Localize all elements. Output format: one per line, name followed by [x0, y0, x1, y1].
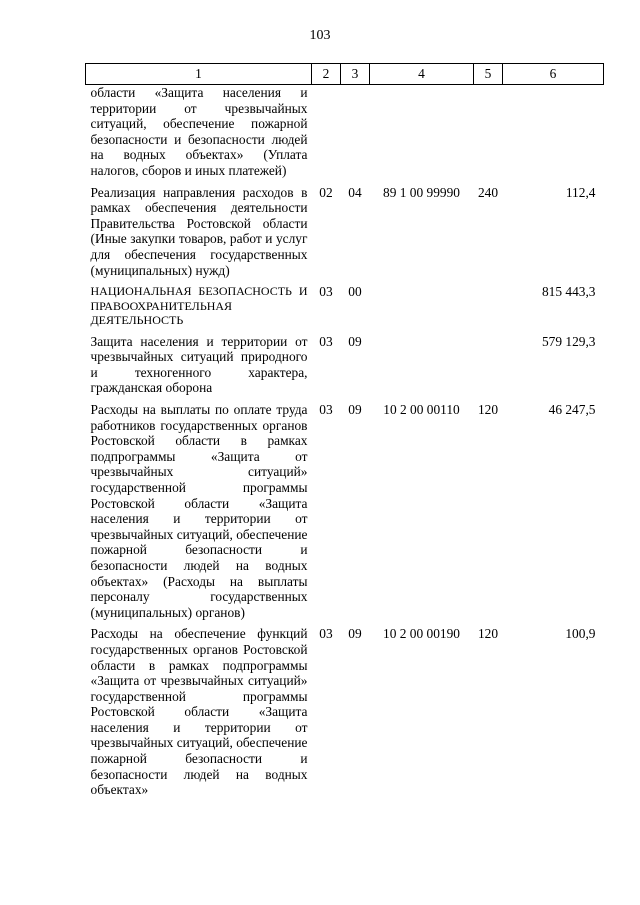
- column-header-2: 2: [312, 64, 341, 85]
- row-section-code: 03: [319, 284, 333, 300]
- row-target-article: [370, 334, 474, 402]
- row-subsection-code: 09: [348, 333, 362, 349]
- row-section-code: 03: [319, 626, 333, 642]
- row-expense-type: 120: [477, 402, 499, 417]
- column-header-3: 3: [341, 64, 370, 85]
- row-subsection-code: [341, 85, 370, 185]
- row-subsection-code: 09: [348, 626, 362, 642]
- row-target-article: 10 2 00 00190: [383, 626, 460, 642]
- row-target-article: 89 1 00 99990: [383, 184, 460, 200]
- budget-table: [85, 63, 604, 804]
- row-section-code: 03: [319, 402, 333, 417]
- table-row: [86, 626, 604, 804]
- table-row: [86, 284, 604, 334]
- row-subsection-code: 04: [348, 184, 362, 200]
- row-amount: 100,9: [565, 626, 596, 642]
- column-header-5: 5: [474, 64, 503, 85]
- row-section-code: 02: [319, 184, 333, 200]
- row-expense-type: [474, 284, 503, 334]
- page-number: 103: [309, 28, 331, 43]
- table-row: [86, 402, 604, 626]
- row-subsection-code: 09: [348, 402, 362, 417]
- row-section-code: [312, 85, 341, 185]
- row-target-article: 10 2 00 00110: [383, 402, 460, 417]
- row-amount: 46 247,5: [548, 402, 596, 417]
- row-amount: [503, 85, 604, 185]
- row-description: Защита населения и территории от чрезвычайных ситуаций природного и техногенного характера, гражданская оборона: [90, 333, 308, 396]
- row-description: НАЦИОНАЛЬНАЯ БЕЗОПАСНОСТЬ И ПРАВООХРАНИТЕЛЬНАЯ ДЕЯТЕЛЬНОСТЬ: [90, 284, 308, 328]
- row-description: Расходы на обеспечение функций государственных органов Ростовской области в рамках подпрограммы «Защита от чрезвычайных ситуаций» государственной программы Ростовской области «Защита населения и территории от чрезвычайных ситуаций, обеспечение пожарной безопасности и безопасности людей на водных объектах»: [90, 626, 308, 798]
- table-row: [86, 85, 604, 185]
- row-amount: 112,4: [565, 184, 596, 200]
- row-target-article: [370, 284, 474, 334]
- table-header-row: [86, 64, 604, 85]
- row-expense-type: 120: [477, 626, 499, 642]
- row-section-code: 03: [319, 333, 333, 349]
- row-amount: 815 443,3: [541, 284, 596, 300]
- row-subsection-code: 00: [348, 284, 362, 300]
- table-row: [86, 185, 604, 285]
- column-header-4: 4: [370, 64, 474, 85]
- table-row: [86, 334, 604, 402]
- row-expense-type: [474, 85, 503, 185]
- row-expense-type: [474, 334, 503, 402]
- column-header-6: 6: [503, 64, 604, 85]
- row-expense-type: 240: [477, 184, 499, 200]
- row-description: Расходы на выплаты по оплате труда работников государственных органов Ростовской области в рамках подпрограммы «Защита от чрезвычайных ситуаций» государственной программы Ростовской области «Защита населения и территории от чрезвычайных ситуаций, обеспечение пожарной безопасности и безопасности людей на водных объектах» (Расходы на выплаты персоналу государственных (муниципальных) органов): [90, 402, 308, 620]
- row-target-article: [370, 85, 474, 185]
- column-header-1: 1: [86, 64, 312, 85]
- row-description: Реализация направления расходов в рамках обеспечения деятельности Правительства Ростовской области (Иные закупки товаров, работ и услуг для обеспечения государственных (муниципальных) нужд): [90, 184, 308, 278]
- row-amount: 579 129,3: [541, 333, 596, 349]
- row-description: области «Защита населения и территории от чрезвычайных ситуаций, обеспечение пожарной безопасности и безопасности людей на водных объектах» (Уплата налогов, сборов и иных платежей): [90, 85, 308, 178]
